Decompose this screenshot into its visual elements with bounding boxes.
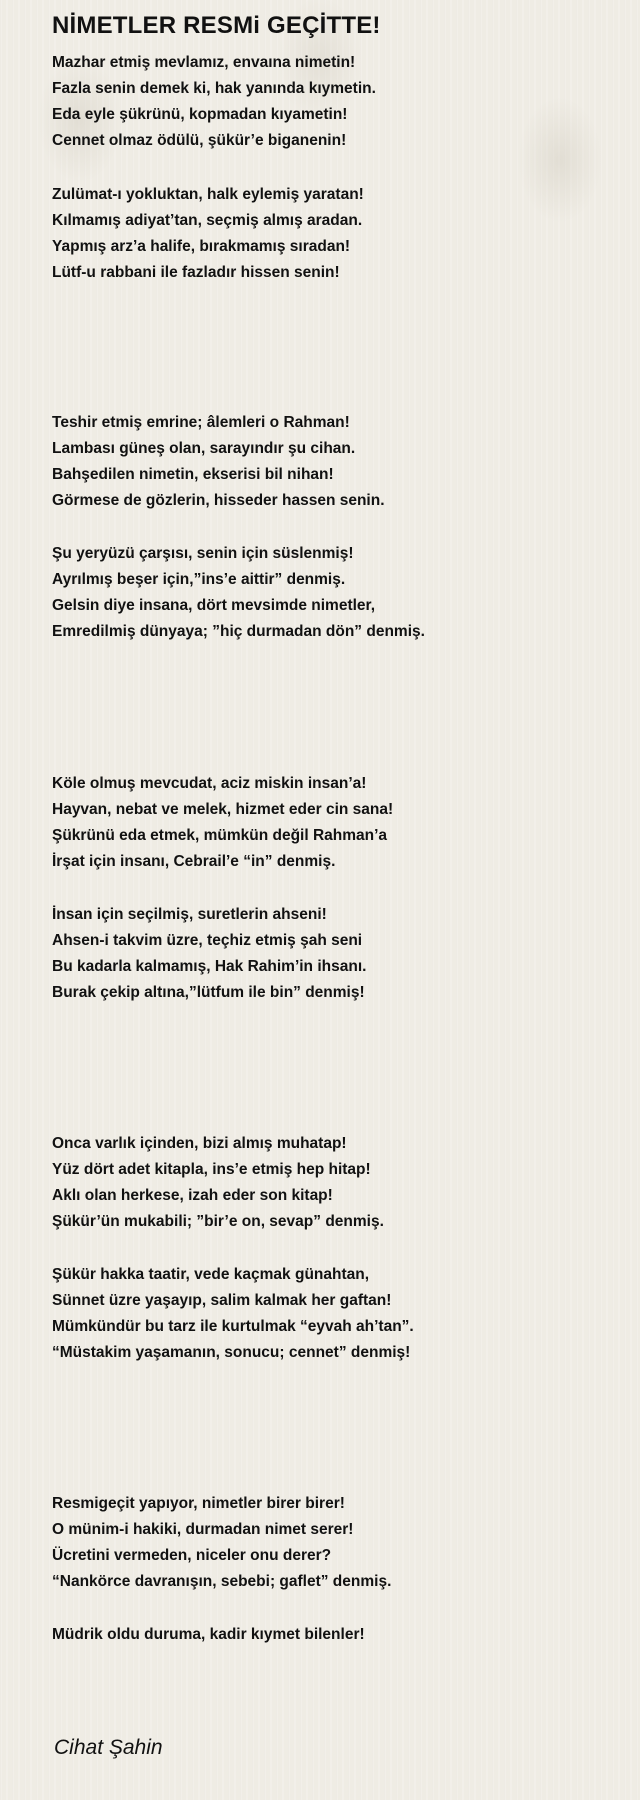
poem-line: Lütf-u rabbani ile fazladır hissen senin!: [52, 264, 340, 281]
stanza-8: [52, 1262, 414, 1366]
poem-line: “Nankörce davranışın, sebebi; gaflet” denmiş.: [52, 1573, 392, 1590]
poem-line: Mümkündür bu tarz ile kurtulmak “eyvah ah’tan”.: [52, 1318, 414, 1335]
poem-line: Teshir etmiş emrine; âlemleri o Rahman!: [52, 414, 350, 431]
poem-line: “Müstakim yaşamanın, sonucu; cennet” denmiş!: [52, 1344, 411, 1361]
poem-line: Yüz dört adet kitapla, ins’e etmiş hep hitap!: [52, 1161, 371, 1178]
poem-line: Müdrik oldu duruma, kadir kıymet bilenler!: [52, 1626, 365, 1643]
poem-line: Gelsin diye insana, dört mevsimde nimetler,: [52, 597, 376, 614]
poem-line: Cennet olmaz ödülü, şükür’e biganenin!: [52, 132, 347, 149]
stanza-10: [52, 1622, 365, 1648]
poem-line: Ahsen-i takvim üzre, teçhiz etmiş şah seni: [52, 932, 363, 949]
poem-line: Eda eyle şükrünü, kopmadan kıyametin!: [52, 106, 348, 123]
stanza-7: [52, 1131, 384, 1235]
poem-line: Şükür hakka taatir, vede kaçmak günahtan,: [52, 1266, 370, 1283]
poem-line: Köle olmuş mevcudat, aciz miskin insan’a!: [52, 775, 367, 792]
poem-title: NİMETLER RESMi GEÇİTTE!: [52, 12, 381, 39]
poem-line: Ücretini vermeden, niceler onu derer?: [52, 1547, 332, 1564]
stanza-4: [52, 541, 425, 645]
author-signature: Cihat Şahin: [54, 1736, 163, 1759]
poem-line: Bahşedilen nimetin, ekserisi bil nihan!: [52, 466, 334, 483]
stanza-2: [52, 182, 364, 286]
poem-line: Burak çekip altına,”lütfum ile bin” denmiş!: [52, 984, 365, 1001]
poem-line: Mazhar etmiş mevlamız, envaına nimetin!: [52, 54, 356, 71]
poem-line: Ayrılmış beşer için,”ins’e aittir” denmiş.: [52, 571, 346, 588]
poem-line: Aklı olan herkese, izah eder son kitap!: [52, 1187, 333, 1204]
poem-line: Hayvan, nebat ve melek, hizmet eder cin sana!: [52, 801, 394, 818]
stanza-9: [52, 1491, 391, 1595]
poem-line: Şu yeryüzü çarşısı, senin için süslenmiş!: [52, 545, 354, 562]
poem-line: Zulümat-ı yokluktan, halk eylemiş yaratan!: [52, 186, 364, 203]
poem-line: Şükür’ün mukabili; ”bir’e on, sevap” denmiş.: [52, 1213, 384, 1230]
stanza-5: [52, 771, 393, 875]
poem-line: İrşat için insanı, Cebrail’e “in” denmiş.: [52, 853, 336, 870]
poem-line: Görmese de gözlerin, hisseder hassen senin.: [52, 492, 385, 509]
stanza-3: [52, 410, 385, 514]
poem-line: Kılmamış adiyat’tan, seçmiş almış aradan.: [52, 212, 363, 229]
poem-line: Sünnet üzre yaşayıp, salim kalmak her gaftan!: [52, 1292, 392, 1309]
poem-line: Yapmış arz’a halife, bırakmamış sıradan!: [52, 238, 351, 255]
poem-line: Emredilmiş dünyaya; ”hiç durmadan dön” denmiş.: [52, 623, 425, 640]
poem-line: Bu kadarla kalmamış, Hak Rahim’in ihsanı.: [52, 958, 367, 975]
poem-line: O münim-i hakiki, durmadan nimet serer!: [52, 1521, 354, 1538]
poem-line: Onca varlık içinden, bizi almış muhatap!: [52, 1135, 347, 1152]
poem-line: İnsan için seçilmiş, suretlerin ahseni!: [52, 906, 327, 923]
stanza-6: [52, 902, 366, 1006]
poem-line: Fazla senin demek ki, hak yanında kıymetin.: [52, 80, 376, 97]
stanza-1: [52, 50, 376, 154]
poem-line: Şükrünü eda etmek, mümkün değil Rahman’a: [52, 827, 388, 844]
poem-line: Lambası güneş olan, sarayındır şu cihan.: [52, 440, 356, 457]
poem-line: Resmigeçit yapıyor, nimetler birer birer!: [52, 1495, 345, 1512]
